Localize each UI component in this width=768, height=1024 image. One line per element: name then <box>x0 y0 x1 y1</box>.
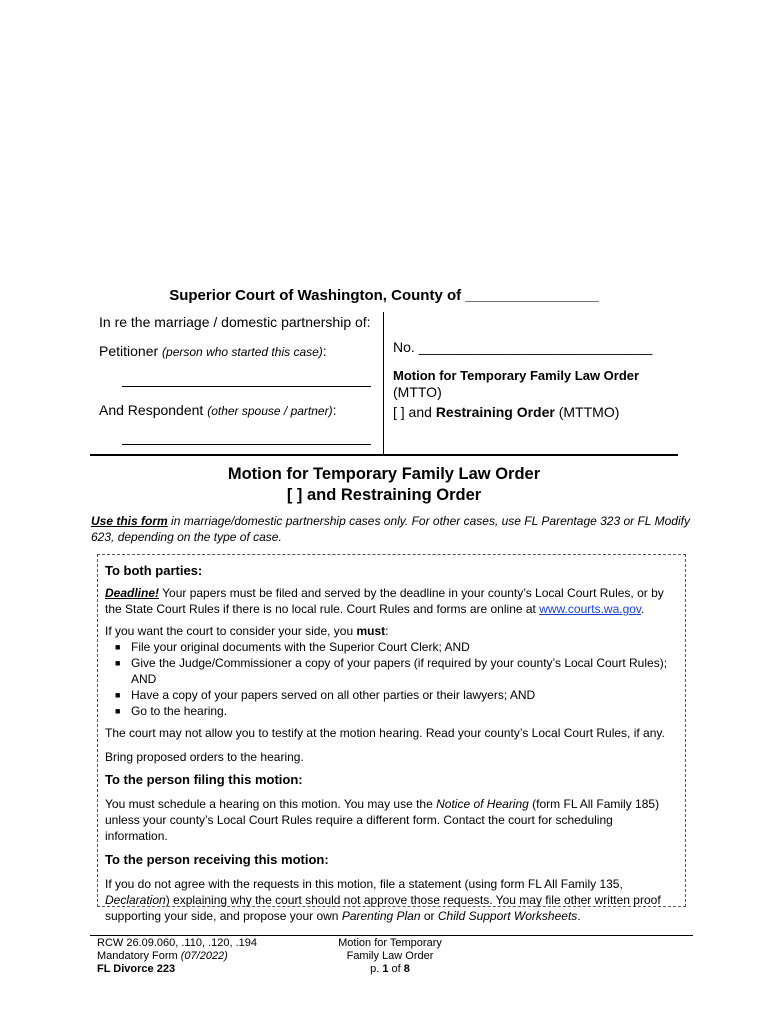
list-item-text: Give the Judge/Commissioner a copy of your papers (if required by your county’s Local Court Rules); AND <box>131 656 668 686</box>
receiving-text: . <box>577 909 581 923</box>
restraining-checkbox[interactable]: [ ] and <box>393 404 432 420</box>
filing-text: You must schedule a hearing on this motion. You may use the <box>105 797 437 811</box>
bullet-square-icon: ■ <box>115 690 121 700</box>
caption-bottom-rule <box>90 454 678 456</box>
caption-form-code: (MTTO) <box>393 384 442 400</box>
deadline-text: Your papers must be filed and served by the deadline in your county’s Local Court Rules, or by the State Court Rules if there is no local rule. Court Rules and forms are online at <box>105 586 664 616</box>
receiving-text: If you do not agree with the requests in this motion, file a statement (using form FL All Family 135, <box>105 877 623 891</box>
courts-website-link[interactable]: www.courts.wa.gov <box>539 602 642 616</box>
mandatory-label: Mandatory Form <box>97 950 181 962</box>
deadline-label: Deadline! <box>105 586 160 600</box>
receiving-text: ) explaining why the court should not approve those requests. You may file other written proof supporting your side, and propose your own <box>105 893 661 923</box>
restraining-code: (MTTMO) <box>558 404 620 420</box>
orders-note: Bring proposed orders to the hearing. <box>105 750 304 764</box>
case-number-field[interactable]: ______________________________ <box>418 339 653 355</box>
declaration-ref: Declaration <box>105 893 166 907</box>
respondent-line <box>99 402 337 418</box>
receiving-paragraph <box>105 876 677 924</box>
filing-text: (form FL All Family 185) unless your county’s Local Court Rules require a different form. Contact the court for scheduling information. <box>105 797 660 843</box>
page-total: 8 <box>403 963 410 975</box>
requirements-list <box>105 639 677 719</box>
case-number-line <box>393 339 652 355</box>
bullet-square-icon: ■ <box>115 642 121 652</box>
petitioner-line <box>99 343 327 359</box>
list-item <box>105 703 677 719</box>
caption-form-title: Motion for Temporary Family Law Order <box>393 368 640 383</box>
petitioner-colon: : <box>322 343 327 359</box>
must-word: must <box>356 624 386 638</box>
deadline-paragraph <box>105 585 677 617</box>
footer-rule <box>90 935 693 936</box>
list-item <box>105 639 677 655</box>
page-prefix: p. <box>370 963 383 975</box>
instructions-content <box>105 563 677 924</box>
list-item <box>105 655 677 687</box>
petitioner-note: (person who started this case) <box>162 345 323 359</box>
testify-note: The court may not allow you to testify at the motion hearing. Read your county’s Local Court Rules, if any. <box>105 726 665 740</box>
bullet-square-icon: ■ <box>115 658 121 668</box>
footer-center <box>320 937 460 976</box>
list-item <box>105 687 677 703</box>
filing-paragraph <box>105 796 677 844</box>
must-intro <box>105 623 677 639</box>
receiving-text: or <box>420 909 438 923</box>
receiving-heading: To the person receiving this motion: <box>105 852 329 867</box>
petitioner-label: Petitioner <box>99 343 159 359</box>
use-note-text: in marriage/domestic partnership cases only. For other cases, use FL Parentage 323 or FL Modify 623, depending on the type of case. <box>91 514 690 544</box>
footer-title-line1: Motion for Temporary <box>338 937 442 949</box>
child-support-ref: Child Support Worksheets <box>437 909 578 923</box>
list-item-text: File your original documents with the Superior Court Clerk; AND <box>131 640 470 654</box>
restraining-label: Restraining Order <box>435 404 555 420</box>
deadline-end: . <box>641 602 645 616</box>
notice-of-hearing-ref: Notice of Hearing <box>436 797 529 811</box>
filing-heading: To the person filing this motion: <box>105 772 303 787</box>
must-colon: : <box>385 624 389 638</box>
form-title-line1: Motion for Temporary Family Law Order <box>227 465 541 483</box>
mandatory-date: (07/2022) <box>180 950 228 962</box>
must-intro-text: If you want the court to consider your side, you <box>105 624 357 638</box>
petitioner-name-line[interactable] <box>122 386 371 387</box>
instructions-box <box>97 554 686 923</box>
form-title-line2: [ ] and Restraining Order <box>286 486 482 504</box>
court-title: Superior Court of Washington, County of ________________ <box>169 287 599 304</box>
list-item-text: Have a copy of your papers served on all other parties or their lawyers; AND <box>131 688 536 702</box>
respondent-name-line[interactable] <box>122 444 371 445</box>
footer-title-line2: Family Law Order <box>346 950 434 962</box>
footer-mandatory <box>97 950 257 963</box>
both-parties-heading: To both parties: <box>105 563 203 578</box>
respondent-colon: : <box>332 402 337 418</box>
bullet-square-icon: ■ <box>115 706 121 716</box>
use-this-form-note <box>91 513 691 545</box>
caption-restraining-line <box>393 404 619 420</box>
footer-page-number <box>320 963 460 976</box>
respondent-note: (other spouse / partner) <box>207 404 333 418</box>
caption-divider <box>383 312 384 455</box>
list-item-text: Go to the hearing. <box>131 704 228 718</box>
use-note-lead: Use this form <box>91 514 168 528</box>
footer-form-id: FL Divorce 223 <box>97 963 176 975</box>
page-current: 1 <box>382 963 389 975</box>
page-mid: of <box>388 963 404 975</box>
parenting-plan-ref: Parenting Plan <box>341 909 421 923</box>
in-re-label: In re the marriage / domestic partnership of: <box>99 314 371 330</box>
footer-left <box>97 937 257 976</box>
respondent-label: And Respondent <box>99 402 204 418</box>
footer-rcw: RCW 26.09.060, .110, .120, .194 <box>97 937 258 949</box>
case-number-label: No. <box>393 339 415 355</box>
